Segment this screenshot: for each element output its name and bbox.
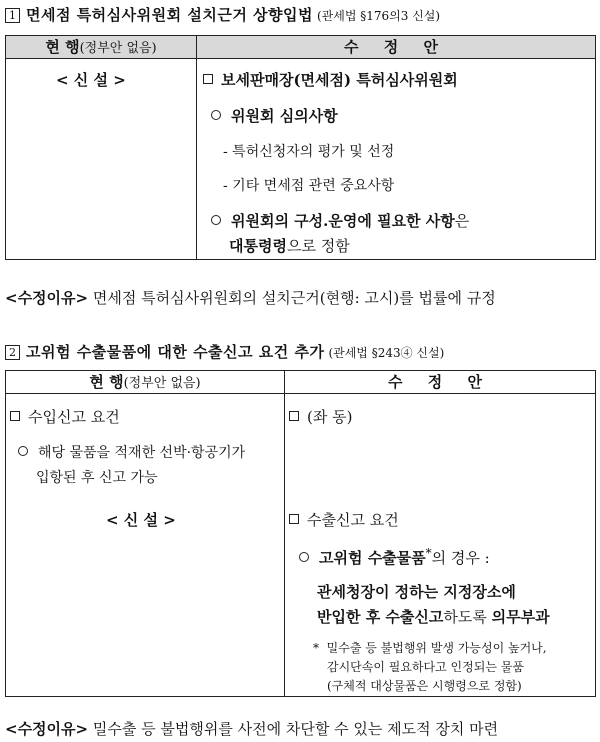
footnote-star: * [425,546,432,560]
section2-current-sub-line1: 해당 물품을 적재한 선박·항공기가 [38,445,246,461]
section2-revised-label: 수 정 안 [388,373,492,391]
section2-current-note: (정부안 없음) [123,376,201,391]
section2-bold-line2-b: 하도록 [443,608,487,626]
section2-current-sub [18,442,245,462]
section2-note1-text: 밀수출 등 불법행위 발생 가능성이 높거나, [326,641,547,655]
section2-current-cell [6,394,285,697]
section2-bold-line2-c: 의무부과 [491,608,550,626]
section1-reason-text: 면세점 특허심사위원회의 설치근거(현행: 고시)를 법률에 규정 [92,289,496,307]
section1-current-cell [6,59,197,260]
circle-bullet-icon [211,215,221,225]
square-bullet-icon [203,74,213,84]
circle-bullet-icon [211,110,221,120]
section1-sub2-line2-rest: 으로 정함 [286,237,350,255]
section2-same [289,406,352,427]
section2-ref: (관세법 §243④ 신설) [328,346,445,360]
section1-sub2-rest: 은 [454,212,470,230]
section1-reason-label: <수정이유> [5,289,89,307]
section2-revised-header [285,371,596,394]
section1-dash1: - 특허신청자의 평가 및 선정 [223,144,395,160]
section2-note2: 감시단속이 필요하다고 인정되는 물품 [327,660,524,674]
section2-number: 2 [5,345,20,360]
section2-heading [5,341,444,362]
section1-table [5,35,596,260]
section2-new-label: < 신 설 > [106,511,176,529]
section1-revised-label: 수 정 안 [344,38,448,56]
section2-revised-item-title: 수출신고 요건 [307,511,399,529]
section2-revised-item [289,509,399,530]
section1-sub2-line2-bold: 대통령령 [229,237,287,255]
section1-revised-item [203,69,458,90]
section2-same-text: (좌 동) [307,408,353,426]
section2-bold-line1: 관세청장이 정하는 지정장소에 [317,583,516,601]
section1-sub2-bold: 위원회의 구성.운영에 필요한 사항 [231,212,455,230]
square-bullet-icon [10,411,20,421]
section2-bold-line2 [317,606,550,627]
section2-reason [5,718,498,739]
section2-note1 [313,639,547,656]
section2-revised-sub-title: 고위험 수출물품 [319,549,426,567]
section2-reason-text: 밀수출 등 불법행위를 사전에 차단할 수 있는 제도적 장치 마련 [92,720,499,738]
section1-reason [5,287,496,308]
section1-revised-cell [197,59,596,260]
section1-sub1-text: 위원회 심의사항 [231,107,338,125]
section1-title: 면세점 특허심사위원회 설치근거 상향입법 [26,6,313,24]
section1-sub2-line2 [229,235,350,256]
section2-current-item-title: 수입신고 요건 [28,408,120,426]
section1-current-label: 현 행 [45,38,80,56]
section2-revised-sub [299,546,490,568]
section2-table [5,370,596,697]
section2-bold-line2-a: 반입한 후 수출신고 [317,608,444,626]
section2-note3: (구체적 대상물품은 시행령으로 정함) [327,679,522,693]
section1-ref: (관세법 §176의3 신설) [317,9,441,23]
section2-revised-sub-rest: 의 경우 : [431,549,490,567]
square-bullet-icon [289,514,299,524]
section2-current-sub-line2: 입항된 후 신고 가능 [36,470,158,486]
section2-current-label: 현 행 [89,373,124,391]
section2-title: 고위험 수출물품에 대한 수출신고 요건 추가 [26,343,325,361]
section2-current-item [10,406,120,427]
section1-revised-item-title: 보세판매장(면세점) 특허심사위원회 [221,71,458,89]
section1-dash2: - 기타 면세점 관련 중요사항 [223,178,395,194]
section1-current-note: (정부안 없음) [79,41,157,56]
section1-current-header [6,36,197,59]
section2-current-header [6,371,285,394]
circle-bullet-icon [299,552,309,562]
circle-bullet-icon [18,446,28,456]
section1-heading [5,4,440,25]
section2-revised-cell [285,394,596,697]
section1-new-label: < 신 설 > [56,71,126,89]
section2-reason-label: <수정이유> [5,720,89,738]
section1-sub2 [211,210,469,231]
note-star: * [313,641,319,655]
section1-sub1 [211,105,338,126]
square-bullet-icon [289,411,299,421]
section1-number: 1 [5,8,20,23]
section1-revised-header [197,36,596,59]
